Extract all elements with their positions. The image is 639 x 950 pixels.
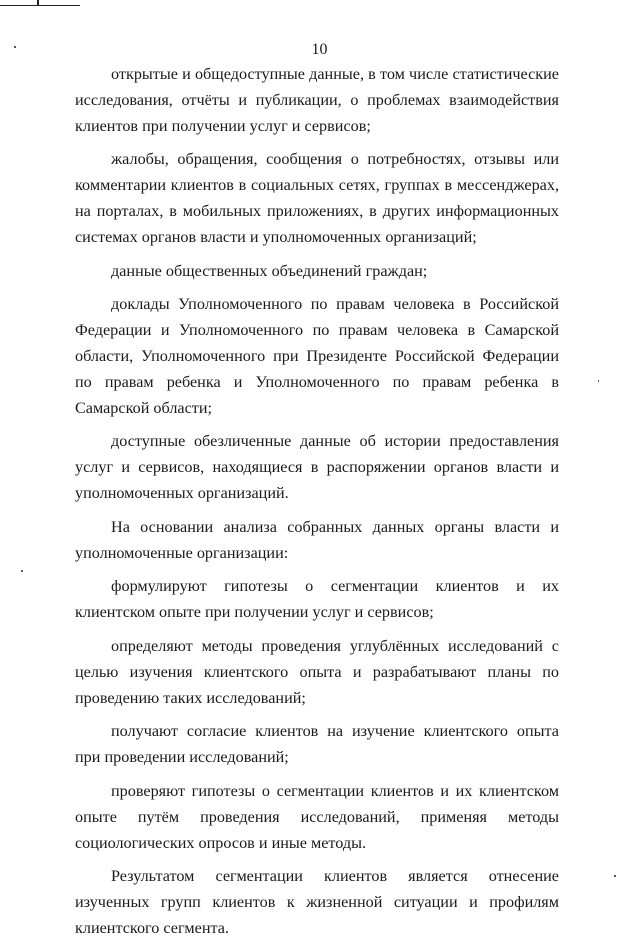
paragraph: жалобы, обращения, сообщения о потребностях, отзывы или комментарии клиентов в социальных сетях, группах в мессенджерах, на порталах, в мобильных приложениях, в других информационных системах органов власти и уполномоченных организаций; <box>75 150 559 246</box>
paragraph: открытые и общедоступные данные, в том числе статистические исследования, отчёты и публикации, о проблемах взаимодействия клиентов при получении услуг и сервисов; <box>75 65 559 135</box>
paragraph: определяют методы проведения углублённых исследований с целью изучения клиентского опыта и разрабатывают планы по проведению таких исследований; <box>75 636 559 707</box>
paragraph: проверяют гипотезы о сегментации клиентов и их клиентском опыте путём проведения исследований, применяя методы социологических опросов и иные методы. <box>75 781 559 852</box>
scan-border-tick <box>37 0 39 5</box>
paragraph: получают согласие клиентов на изучение клиентского опыта при проведении исследований; <box>75 722 559 767</box>
body-text <box>75 62 559 950</box>
paragraph: формулируют гипотезы о сегментации клиентов и их клиентском опыте при получении услуг и сервисов; <box>75 577 559 622</box>
paragraph: Результатом сегментации клиентов является отнесение изученных групп клиентов к жизненной ситуации и профилям клиентского сегмента. <box>75 867 559 937</box>
scan-speck <box>614 875 616 877</box>
page-number: 10 <box>311 41 328 58</box>
scan-border-line <box>0 5 80 6</box>
paragraph: данные общественных объединений граждан; <box>111 261 428 280</box>
scan-speck <box>21 570 23 572</box>
scan-speck <box>598 380 599 382</box>
paragraph: доступные обезличенные данные об истории предоставления услуг и сервисов, находящиеся в распоряжении органов власти и уполномоченных организаций. <box>75 432 559 502</box>
paragraph: На основании анализа собранных данных органы власти и уполномоченные организации: <box>75 517 559 562</box>
paragraph: доклады Уполномоченного по правам человека в Российской Федерации и Уполномоченного по правам человека в Самарской области, Уполномоченного при Президенте Российской Федерации по правам ребенка и Уполномоченного по правам ребенка в Самарской области; <box>75 295 559 417</box>
